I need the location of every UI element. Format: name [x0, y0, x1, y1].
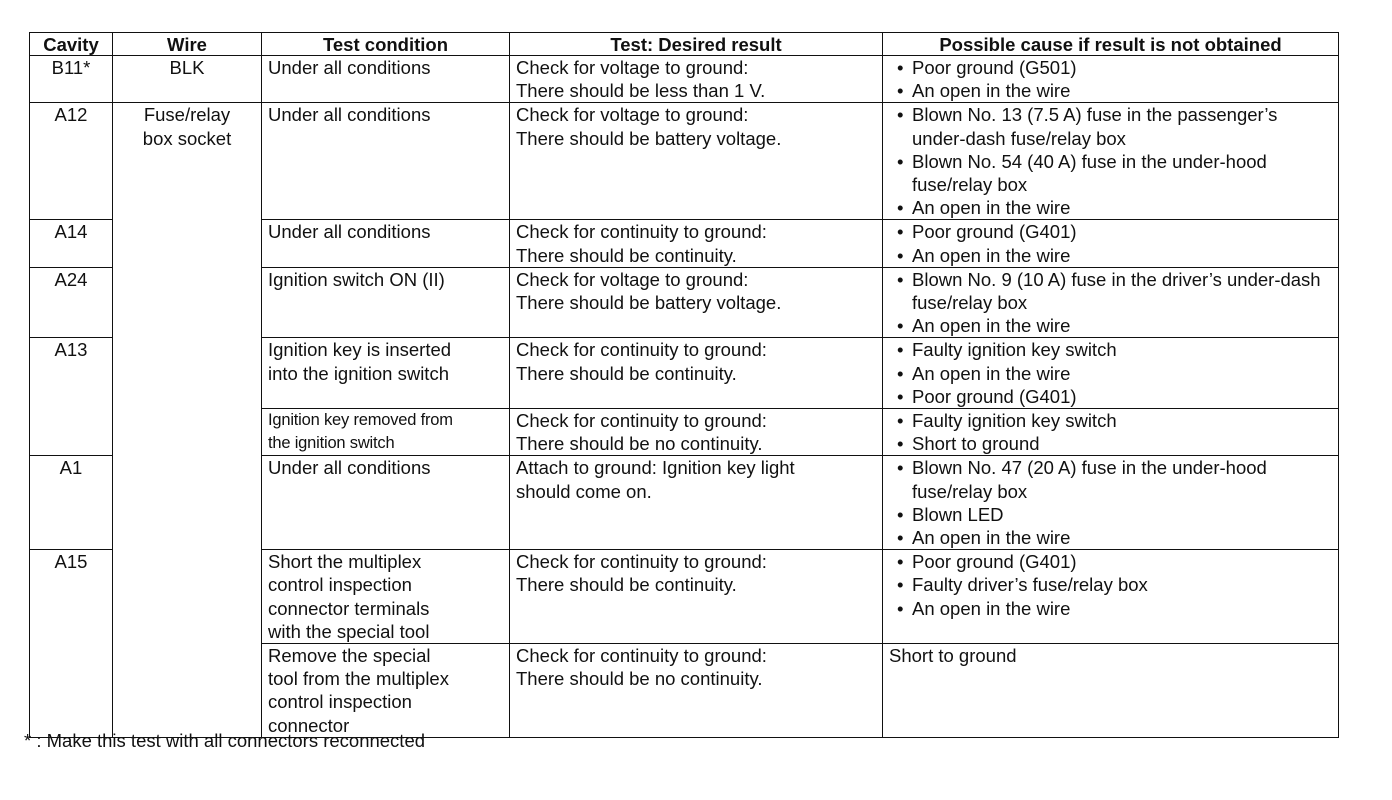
- result-line: Check for voltage to ground:: [516, 57, 749, 78]
- cause-item: • Poor ground (G401): [889, 385, 1332, 408]
- result-line: There should be continuity.: [516, 362, 737, 384]
- cavity-cell: A12: [30, 103, 113, 220]
- condition-cell: Ignition switch ON (II): [262, 267, 510, 338]
- condition-line: Ignition key is inserted: [268, 339, 452, 361]
- wire-line: box socket: [142, 127, 232, 149]
- condition-line: Short the multiplex: [268, 551, 422, 573]
- header-possible-cause: Possible cause if result is not obtained: [883, 33, 1339, 56]
- condition-line: Ignition key removed from: [268, 411, 453, 430]
- condition-cell: [262, 644, 510, 738]
- header-cavity: Cavity: [30, 33, 113, 56]
- result-line: There should be battery voltage.: [516, 127, 782, 149]
- condition-cell: [262, 338, 510, 409]
- cause-item: • An open in the wire: [889, 79, 1332, 102]
- cause-cell: [883, 550, 1339, 644]
- result-line: Check for voltage to ground:: [516, 268, 749, 290]
- condition-cell: Under all conditions: [262, 456, 510, 550]
- cause-cell: [883, 338, 1339, 409]
- condition-cell: [262, 409, 510, 456]
- result-line: Check for continuity to ground:: [516, 645, 767, 667]
- result-line: There should be no continuity.: [516, 668, 763, 690]
- condition-line: tool from the multiplex: [268, 668, 449, 690]
- cause-item: • An open in the wire: [889, 526, 1332, 549]
- condition-line: control inspection: [268, 691, 412, 713]
- header-wire: Wire: [113, 33, 262, 56]
- cause-cell: [883, 456, 1339, 550]
- cause-cell: [883, 220, 1339, 267]
- connector-test-table: [29, 32, 1339, 738]
- cause-item: • An open in the wire: [889, 597, 1332, 620]
- cause-item: • Blown No. 47 (20 A) fuse in the under-hood fuse/relay box: [889, 456, 1332, 502]
- cause-item: • Short to ground: [889, 432, 1332, 455]
- cause-item: • An open in the wire: [889, 244, 1332, 267]
- header-test-condition: Test condition: [262, 33, 510, 56]
- result-cell: [510, 103, 883, 220]
- result-cell: [510, 550, 883, 644]
- wire-line: Fuse/relay: [143, 104, 231, 126]
- cavity-cell: A13: [30, 338, 113, 456]
- wire-cell: [113, 103, 262, 737]
- condition-line: connector terminals: [268, 597, 430, 619]
- header-desired-result: Test: Desired result: [510, 33, 883, 56]
- result-line: There should be continuity.: [516, 244, 737, 266]
- cause-item: • An open in the wire: [889, 362, 1332, 385]
- condition-line: into the ignition switch: [268, 362, 449, 384]
- condition-line: control inspection: [268, 574, 412, 596]
- result-line: Attach to ground: Ignition key light: [516, 457, 795, 479]
- cavity-cell: A14: [30, 220, 113, 267]
- cavity-cell: B11*: [30, 56, 113, 103]
- result-line: Check for continuity to ground:: [516, 551, 767, 573]
- cavity-cell: A1: [30, 456, 113, 550]
- cause-item: • Faulty ignition key switch: [889, 338, 1332, 361]
- result-line: Check for continuity to ground:: [516, 339, 767, 361]
- condition-cell: Under all conditions: [262, 220, 510, 267]
- result-cell: [510, 456, 883, 550]
- condition-line: with the special tool: [268, 620, 430, 642]
- condition-cell: Under all conditions: [262, 103, 510, 220]
- cause-item: • An open in the wire: [889, 196, 1332, 219]
- cause-item: • Poor ground (G501): [889, 56, 1332, 79]
- cavity-cell: A24: [30, 267, 113, 338]
- cause-item: • Blown No. 9 (10 A) fuse in the driver’s under-dash fuse/relay box: [889, 268, 1332, 314]
- result-line: There should be battery voltage.: [516, 292, 782, 314]
- condition-line: the ignition switch: [268, 434, 395, 453]
- result-line: should come on.: [516, 480, 652, 502]
- cause-item: • Blown No. 13 (7.5 A) fuse in the passenger’s under-dash fuse/relay box: [889, 103, 1332, 149]
- result-cell: [510, 409, 883, 456]
- cause-item: • Blown No. 54 (40 A) fuse in the under-hood fuse/relay box: [889, 150, 1332, 196]
- result-line: There should be continuity.: [516, 574, 737, 596]
- result-line: Check for continuity to ground:: [516, 410, 767, 432]
- condition-cell: Under all conditions: [262, 56, 510, 103]
- result-line: There should be no continuity.: [516, 433, 763, 455]
- cause-item: • Poor ground (G401): [889, 220, 1332, 243]
- condition-cell: [262, 550, 510, 644]
- condition-line: Remove the special: [268, 645, 431, 667]
- cause-cell: [883, 56, 1339, 103]
- cause-cell: [883, 267, 1339, 338]
- cause-cell: Short to ground: [883, 644, 1339, 738]
- cause-item: • Blown LED: [889, 503, 1332, 526]
- cause-item: • Faulty ignition key switch: [889, 409, 1332, 432]
- wire-cell: BLK: [113, 56, 262, 103]
- result-cell: [510, 267, 883, 338]
- header-row: [30, 33, 1339, 56]
- result-cell: [510, 220, 883, 267]
- result-cell: [510, 338, 883, 409]
- table-row: [30, 56, 1339, 103]
- cause-item: • Faulty driver’s fuse/relay box: [889, 573, 1332, 596]
- result-line: Check for continuity to ground:: [516, 221, 767, 243]
- cause-item: • Poor ground (G401): [889, 550, 1332, 573]
- cavity-cell: A15: [30, 550, 113, 738]
- result-cell: [510, 644, 883, 738]
- table-row: [30, 103, 1339, 220]
- cause-item: • An open in the wire: [889, 314, 1332, 337]
- result-cell: [510, 56, 883, 103]
- cause-cell: [883, 409, 1339, 456]
- condition-line: connector: [268, 714, 350, 736]
- cause-cell: [883, 103, 1339, 220]
- footnote: * : Make this test with all connectors reconnected: [24, 730, 426, 751]
- result-line: Check for voltage to ground:: [516, 104, 749, 126]
- result-line: There should be less than 1 V.: [516, 80, 766, 102]
